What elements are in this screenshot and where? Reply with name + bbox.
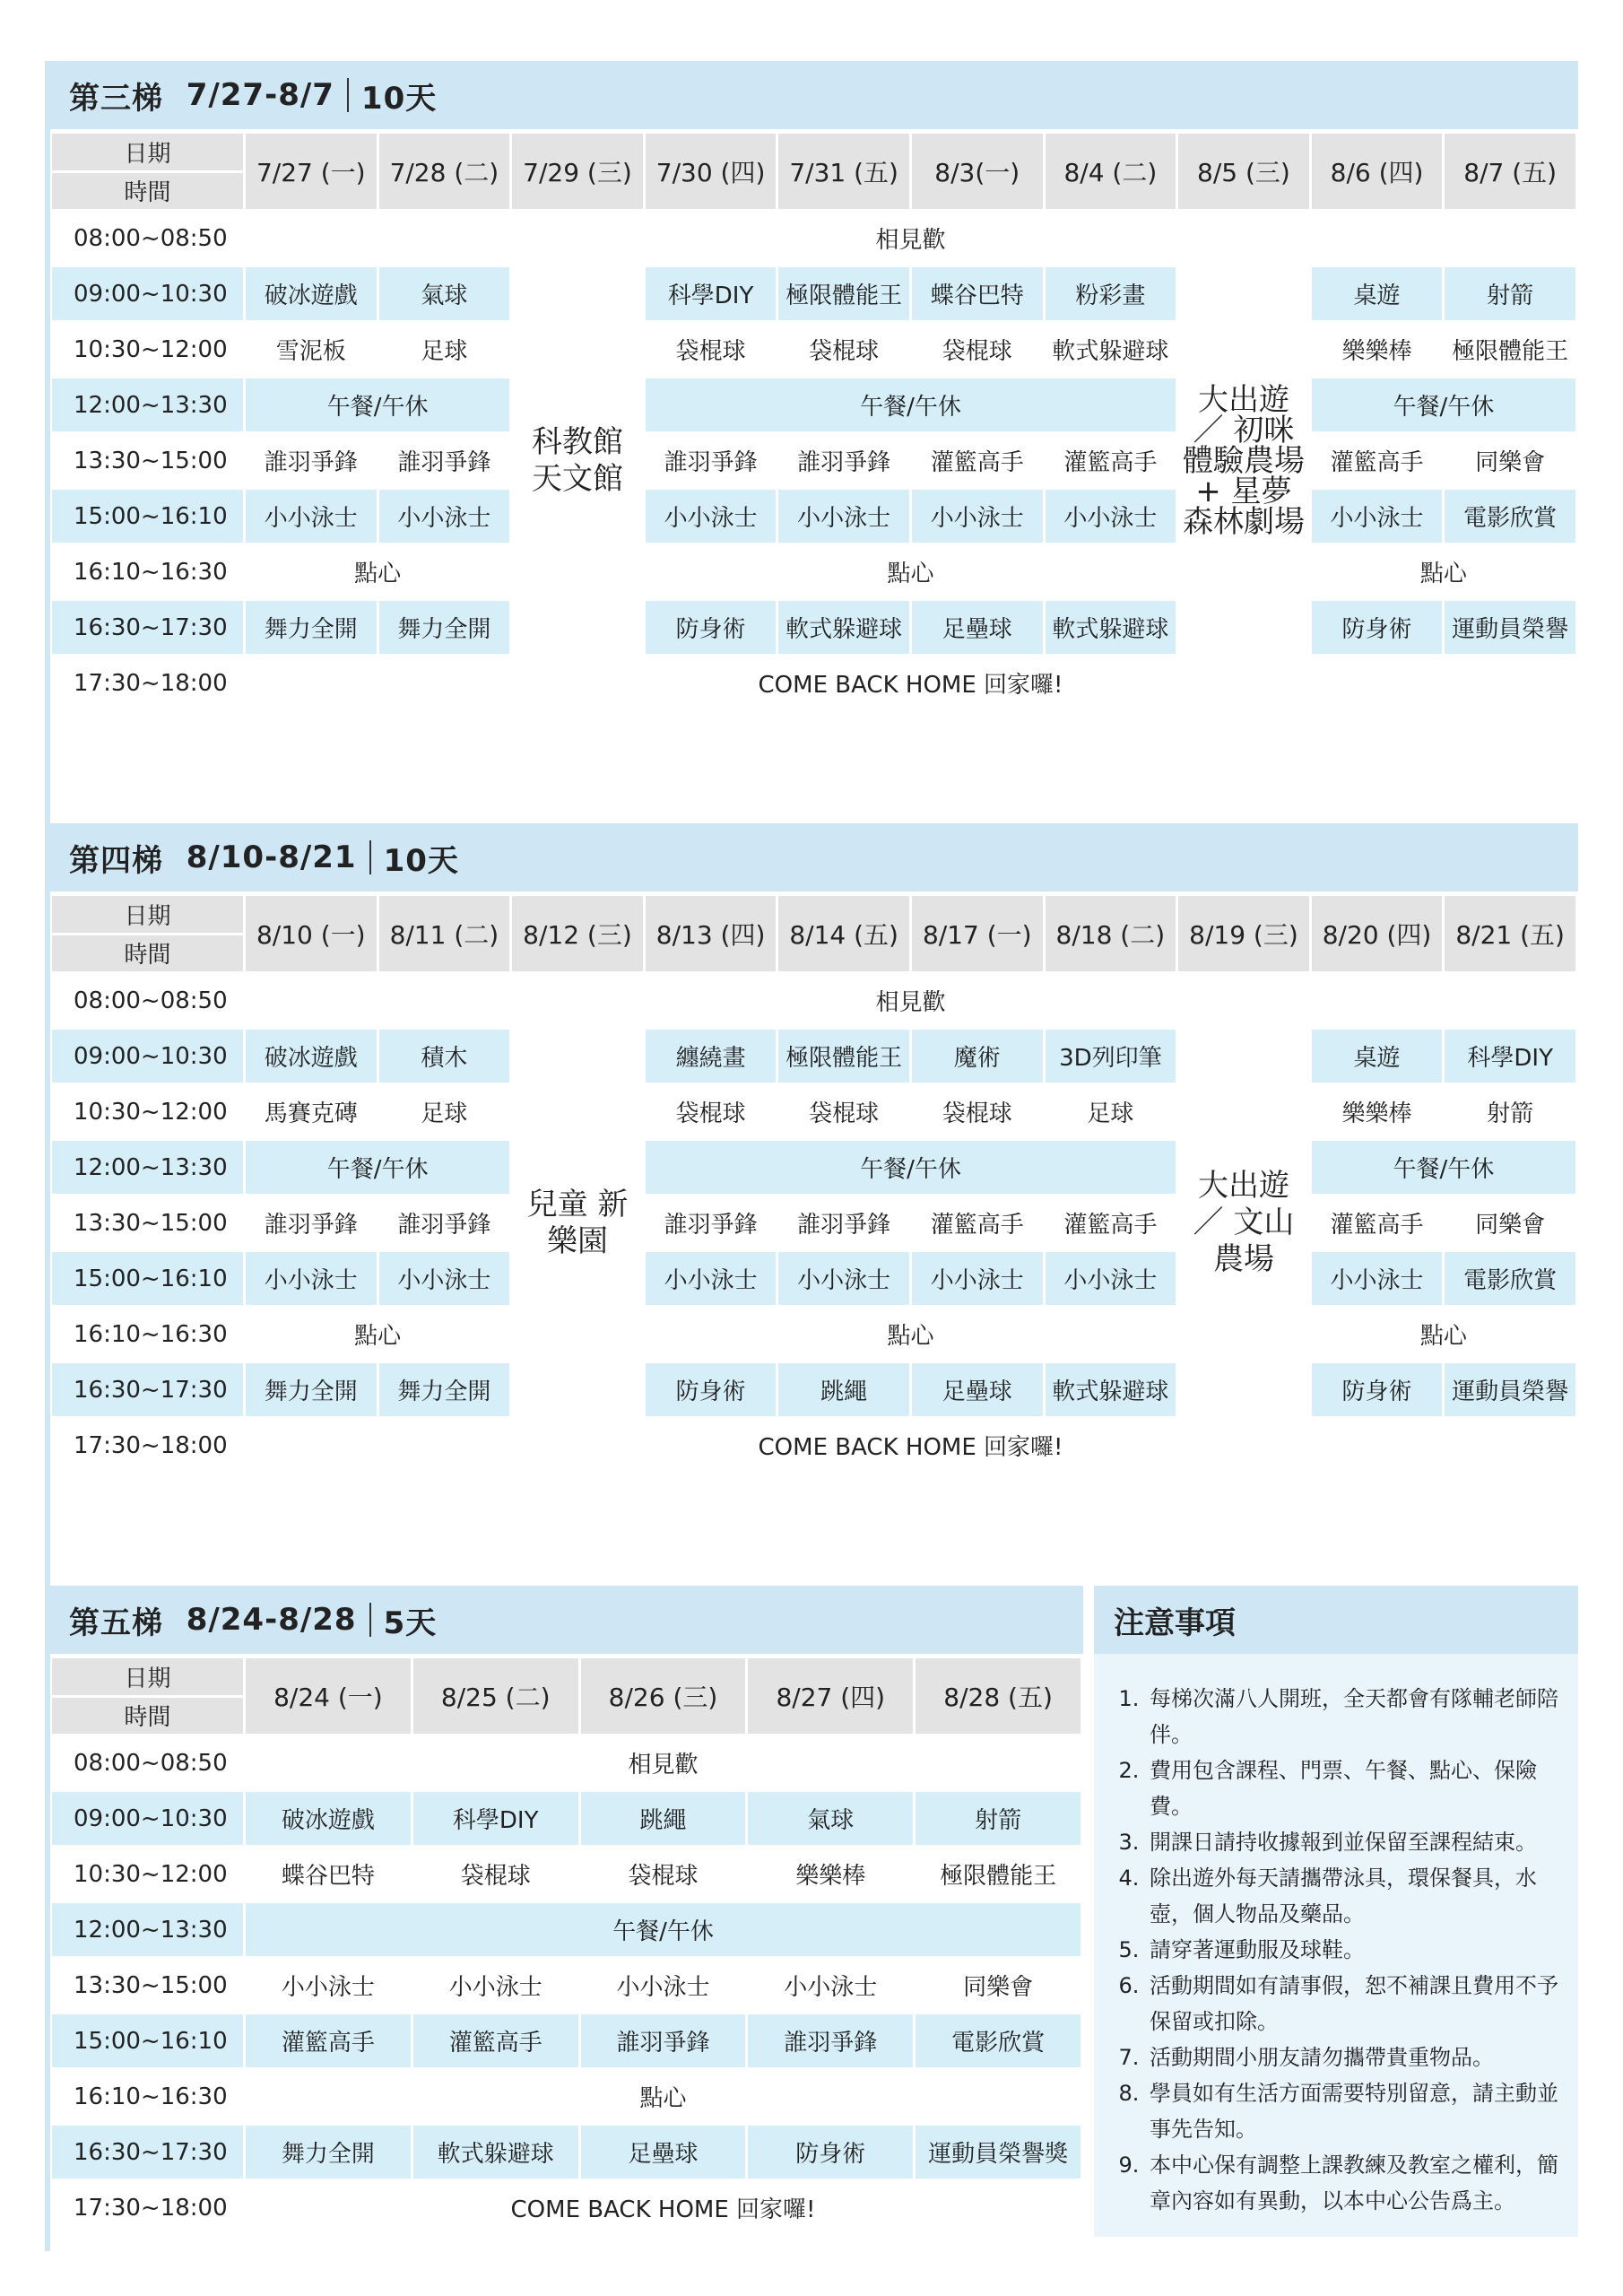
date-header: 8/4 (二) xyxy=(1046,134,1176,209)
time-cell: 16:10~16:30 xyxy=(74,558,228,586)
activity-cell: 防身術 xyxy=(1312,1363,1443,1416)
activity-cell: 灌籃高手 xyxy=(1063,1212,1158,1239)
activity-cell: 小小泳士 xyxy=(379,490,510,543)
activity-cell: 同樂會 xyxy=(1475,449,1546,476)
activity-cell: 桌遊 xyxy=(1312,267,1443,320)
welcome-cell: 相見歡 xyxy=(628,1752,699,1779)
section-range: 7/27-8/7 xyxy=(186,77,334,113)
note-item: 6. 活動期間如有請事假，恕不補課且費用不予保留或扣除。 xyxy=(1146,1968,1558,2039)
activity-cell: 軟式躲避球 xyxy=(413,2126,578,2179)
date-header-row xyxy=(52,134,1575,209)
activity-cell: 袋棍球 xyxy=(675,338,746,365)
activity-cell: 誰羽爭鋒 xyxy=(797,449,891,476)
activity-cell: 蝶谷巴特 xyxy=(912,267,1043,320)
activity-cell: 小小泳士 xyxy=(778,490,909,543)
date-header-row xyxy=(52,896,1575,971)
note-item: 4. 除出遊外每天請攜帶泳具，環保餐具，水壺，個人物品及藥品。 xyxy=(1146,1860,1558,1932)
activity-cell: 袋棍球 xyxy=(942,1100,1012,1127)
notes-title: 注意事項 xyxy=(1094,1586,1578,1654)
section-4 xyxy=(49,823,1578,1474)
table-row xyxy=(52,1308,1575,1361)
activity-cell: 防身術 xyxy=(646,1363,777,1416)
section-days: 10天 xyxy=(360,80,438,117)
activity-cell: 魔術 xyxy=(912,1030,1043,1083)
activity-cell: 運動員榮譽 xyxy=(1445,1363,1575,1416)
activity-cell: 誰羽爭鋒 xyxy=(397,1212,491,1239)
activity-cell: 誰羽爭鋒 xyxy=(264,449,358,476)
note-item: 7. 活動期間小朋友請勿攜帶貴重物品。 xyxy=(1146,2039,1558,2075)
time-cell: 17:30~18:00 xyxy=(74,669,228,697)
activity-cell: 灌籃高手 xyxy=(246,2014,411,2067)
activity-cell: 誰羽爭鋒 xyxy=(581,2014,746,2067)
activity-cell: 舞力全開 xyxy=(246,1363,377,1416)
activity-cell: 桌遊 xyxy=(1312,1030,1443,1083)
home-cell: COME BACK HOME 回家囉! xyxy=(758,1434,1063,1461)
activity-cell: 氣球 xyxy=(379,267,510,320)
corner-date-label: 日期 xyxy=(52,134,243,173)
activity-cell: 足球 xyxy=(421,1100,468,1127)
activity-cell: 馬賽克磚 xyxy=(264,1100,358,1127)
activity-cell: 小小泳士 xyxy=(778,1252,909,1305)
lunch-cell: 午餐/午休 xyxy=(1312,378,1575,431)
snack-cell: 點心 xyxy=(354,1323,402,1350)
activity-cell: 小小泳士 xyxy=(646,1252,777,1305)
table-row xyxy=(52,490,1575,543)
field-trip-cell: 科教館 天文館 xyxy=(512,267,643,654)
lunch-cell: 午餐/午休 xyxy=(646,378,1176,431)
date-header-row xyxy=(52,1658,1081,1734)
section-name: 第四梯 xyxy=(69,842,163,879)
activity-cell: 小小泳士 xyxy=(784,1974,878,2001)
activity-cell: 袋棍球 xyxy=(628,1863,699,1890)
section-5 xyxy=(49,1586,1083,2237)
note-item: 5. 請穿著運動服及球鞋。 xyxy=(1146,1932,1558,1968)
table-row xyxy=(52,1196,1575,1249)
lunch-cell: 午餐/午休 xyxy=(246,1141,509,1194)
lunch-cell: 午餐/午休 xyxy=(246,1903,1081,1956)
activity-cell: 足球 xyxy=(421,338,468,365)
time-cell: 08:00~08:50 xyxy=(74,987,228,1014)
table-row xyxy=(52,1419,1575,1472)
time-cell: 13:30~15:00 xyxy=(74,1209,228,1237)
field-trip-cell: 兒童 新樂園 xyxy=(512,1030,643,1416)
activity-cell: 射箭 xyxy=(1487,1100,1534,1127)
date-header: 8/13 (四) xyxy=(646,896,777,971)
note-item: 8. 學員如有生活方面需要特別留意，請主動並事先告知。 xyxy=(1146,2075,1558,2147)
activity-cell: 運動員榮譽 xyxy=(1445,601,1575,654)
table-row xyxy=(52,267,1575,320)
activity-cell: 小小泳士 xyxy=(616,1974,710,2001)
time-cell: 10:30~12:00 xyxy=(74,1860,228,1888)
time-cell: 15:00~16:10 xyxy=(52,1252,243,1305)
activity-cell: 舞力全開 xyxy=(246,601,377,654)
activity-cell: 軟式躲避球 xyxy=(1052,338,1169,365)
activity-cell: 氣球 xyxy=(748,1792,913,1845)
activity-cell: 小小泳士 xyxy=(912,490,1043,543)
date-header: 8/26 (三) xyxy=(581,1658,746,1734)
activity-cell: 袋棍球 xyxy=(809,1100,880,1127)
table-row xyxy=(52,2181,1081,2234)
time-cell: 16:30~17:30 xyxy=(52,601,243,654)
table-row xyxy=(52,1959,1081,2012)
activity-cell: 破冰遊戲 xyxy=(246,1030,377,1083)
table-row xyxy=(52,2014,1081,2067)
table-row xyxy=(52,974,1575,1027)
activity-cell: 粉彩畫 xyxy=(1046,267,1176,320)
time-cell: 08:00~08:50 xyxy=(74,224,228,252)
activity-cell: 誰羽爭鋒 xyxy=(797,1212,891,1239)
activity-cell: 防身術 xyxy=(646,601,777,654)
date-header: 8/7 (五) xyxy=(1445,134,1575,209)
activity-cell: 舞力全開 xyxy=(379,601,510,654)
activity-cell: 小小泳士 xyxy=(246,1252,377,1305)
date-header: 7/31 (五) xyxy=(778,134,909,209)
table-row xyxy=(52,1363,1575,1416)
activity-cell: 小小泳士 xyxy=(1312,1252,1443,1305)
date-header: 8/17 (一) xyxy=(912,896,1043,971)
activity-cell: 跳繩 xyxy=(778,1363,909,1416)
activity-cell: 舞力全開 xyxy=(246,2126,411,2179)
table-row xyxy=(52,1085,1575,1138)
activity-cell: 灌籃高手 xyxy=(930,449,1024,476)
section-title xyxy=(49,1586,1083,1654)
snack-cell: 點心 xyxy=(1419,1323,1467,1350)
table-row xyxy=(52,1792,1081,1845)
corner-cell xyxy=(52,134,243,209)
activity-cell: 誰羽爭鋒 xyxy=(664,1212,758,1239)
activity-cell: 射箭 xyxy=(1445,267,1575,320)
activity-cell: 科學DIY xyxy=(1445,1030,1575,1083)
activity-cell: 極限體能王 xyxy=(1452,338,1569,365)
corner-date-label: 日期 xyxy=(52,896,243,935)
activity-cell: 灌籃高手 xyxy=(1330,1212,1424,1239)
lunch-cell: 午餐/午休 xyxy=(1312,1141,1575,1194)
lunch-cell: 午餐/午休 xyxy=(246,378,509,431)
field-trip-cell: 大出遊 ／ 文山農場 xyxy=(1178,1030,1309,1416)
date-header: 8/19 (三) xyxy=(1178,896,1309,971)
snack-cell: 點心 xyxy=(1419,561,1467,587)
time-cell: 09:00~10:30 xyxy=(52,267,243,320)
date-header: 8/24 (一) xyxy=(246,1658,411,1734)
activity-cell: 防身術 xyxy=(748,2126,913,2179)
table-row xyxy=(52,378,1575,431)
table-row xyxy=(52,1848,1081,1900)
date-header: 8/27 (四) xyxy=(748,1658,913,1734)
activity-cell: 電影欣賞 xyxy=(1445,490,1575,543)
time-cell: 16:30~17:30 xyxy=(52,1363,243,1416)
date-header: 7/28 (二) xyxy=(379,134,510,209)
section-days: 5天 xyxy=(383,1605,438,1641)
activity-cell: 足壘球 xyxy=(912,601,1043,654)
time-cell: 15:00~16:10 xyxy=(52,2014,243,2067)
time-cell: 10:30~12:00 xyxy=(74,335,228,363)
activity-cell: 足壘球 xyxy=(912,1363,1043,1416)
snack-cell: 點心 xyxy=(887,1323,934,1350)
activity-cell: 舞力全開 xyxy=(379,1363,510,1416)
activity-cell: 跳繩 xyxy=(581,1792,746,1845)
schedule-table xyxy=(49,1656,1083,2237)
corner-cell xyxy=(52,896,243,971)
activity-cell: 小小泳士 xyxy=(379,1252,510,1305)
date-header: 7/30 (四) xyxy=(646,134,777,209)
section-range: 8/10-8/21 xyxy=(186,839,357,875)
activity-cell: 小小泳士 xyxy=(646,490,777,543)
activity-cell: 樂樂棒 xyxy=(795,1863,866,1890)
activity-cell: 破冰遊戲 xyxy=(246,1792,411,1845)
activity-cell: 運動員榮譽獎 xyxy=(916,2126,1081,2179)
activity-cell: 軟式躲避球 xyxy=(1046,1363,1176,1416)
home-cell: COME BACK HOME 回家囉! xyxy=(758,672,1063,699)
time-cell: 12:00~13:30 xyxy=(52,378,243,431)
time-cell: 10:30~12:00 xyxy=(74,1098,228,1126)
snack-cell: 點心 xyxy=(639,2085,687,2112)
table-row xyxy=(52,434,1575,487)
table-row xyxy=(52,657,1575,709)
activity-cell: 樂樂棒 xyxy=(1341,338,1412,365)
date-header: 7/27 (一) xyxy=(246,134,377,209)
table-row xyxy=(52,1252,1575,1305)
activity-cell: 破冰遊戲 xyxy=(246,267,377,320)
time-cell: 13:30~15:00 xyxy=(74,1971,228,1999)
activity-cell: 3D列印筆 xyxy=(1046,1030,1176,1083)
activity-cell: 足球 xyxy=(1087,1100,1134,1127)
notes-panel xyxy=(1094,1586,1578,2237)
notes-list xyxy=(1146,1681,1558,2219)
activity-cell: 纏繞畫 xyxy=(646,1030,777,1083)
activity-cell: 灌籃高手 xyxy=(413,2014,578,2067)
welcome-cell: 相見歡 xyxy=(875,227,946,254)
table-row xyxy=(52,2126,1081,2179)
date-header: 8/14 (五) xyxy=(778,896,909,971)
schedule-table xyxy=(49,893,1578,1474)
date-header: 8/20 (四) xyxy=(1312,896,1443,971)
time-cell: 15:00~16:10 xyxy=(52,490,243,543)
table-row xyxy=(52,1903,1081,1956)
activity-cell: 小小泳士 xyxy=(1046,1252,1176,1305)
activity-cell: 誰羽爭鋒 xyxy=(264,1212,358,1239)
activity-cell: 灌籃高手 xyxy=(1330,449,1424,476)
date-header: 8/28 (五) xyxy=(916,1658,1081,1734)
activity-cell: 電影欣賞 xyxy=(1445,1252,1575,1305)
activity-cell: 誰羽爭鋒 xyxy=(664,449,758,476)
activity-cell: 小小泳士 xyxy=(448,1974,542,2001)
date-header: 8/5 (三) xyxy=(1178,134,1309,209)
activity-cell: 極限體能王 xyxy=(940,1863,1057,1890)
corner-time-label: 時間 xyxy=(124,179,171,207)
note-item: 2. 費用包含課程、門票、午餐、點心、保險費。 xyxy=(1146,1752,1558,1824)
activity-cell: 小小泳士 xyxy=(246,490,377,543)
date-header: 7/29 (三) xyxy=(512,134,643,209)
section-range: 8/24-8/28 xyxy=(186,1602,357,1638)
activity-cell: 科學DIY xyxy=(646,267,777,320)
corner-time-label: 時間 xyxy=(124,942,171,970)
time-cell: 12:00~13:30 xyxy=(52,1903,243,1956)
activity-cell: 雪泥板 xyxy=(275,338,346,365)
table-row xyxy=(52,1141,1575,1194)
activity-cell: 小小泳士 xyxy=(1046,490,1176,543)
activity-cell: 積木 xyxy=(379,1030,510,1083)
activity-cell: 袋棍球 xyxy=(675,1100,746,1127)
section-3 xyxy=(49,61,1578,712)
time-cell: 17:30~18:00 xyxy=(74,2194,228,2222)
time-cell: 16:10~16:30 xyxy=(74,2083,228,2110)
activity-cell: 極限體能王 xyxy=(778,1030,909,1083)
note-item: 3. 開課日請持收據報到並保留至課程結束。 xyxy=(1146,1824,1558,1860)
activity-cell: 同樂會 xyxy=(1475,1212,1546,1239)
lunch-cell: 午餐/午休 xyxy=(646,1141,1176,1194)
activity-cell: 射箭 xyxy=(916,1792,1081,1845)
time-cell: 09:00~10:30 xyxy=(52,1030,243,1083)
time-cell: 16:10~16:30 xyxy=(74,1320,228,1348)
table-row xyxy=(52,601,1575,654)
corner-date-label: 日期 xyxy=(52,1658,243,1698)
activity-cell: 電影欣賞 xyxy=(916,2014,1081,2067)
activity-cell: 樂樂棒 xyxy=(1341,1100,1412,1127)
snack-cell: 點心 xyxy=(354,561,402,587)
activity-cell: 灌籃高手 xyxy=(1063,449,1158,476)
date-header: 8/12 (三) xyxy=(512,896,643,971)
date-header: 8/25 (二) xyxy=(413,1658,578,1734)
corner-cell xyxy=(52,1658,243,1734)
date-header: 8/11 (二) xyxy=(379,896,510,971)
activity-cell: 誰羽爭鋒 xyxy=(748,2014,913,2067)
time-cell: 09:00~10:30 xyxy=(52,1792,243,1845)
table-row xyxy=(52,2070,1081,2123)
activity-cell: 誰羽爭鋒 xyxy=(397,449,491,476)
corner-time-label: 時間 xyxy=(124,1704,171,1732)
time-cell: 12:00~13:30 xyxy=(52,1141,243,1194)
section-title xyxy=(49,61,1578,129)
section-title xyxy=(49,823,1578,891)
date-header: 8/3(一) xyxy=(912,134,1043,209)
home-cell: COME BACK HOME 回家囉! xyxy=(510,2196,816,2223)
snack-cell: 點心 xyxy=(887,561,934,587)
activity-cell: 袋棍球 xyxy=(942,338,1012,365)
activity-cell: 袋棍球 xyxy=(809,338,880,365)
activity-cell: 科學DIY xyxy=(413,1792,578,1845)
section-name: 第五梯 xyxy=(69,1605,163,1641)
section-name: 第三梯 xyxy=(69,80,163,117)
date-header: 8/18 (二) xyxy=(1046,896,1176,971)
table-row xyxy=(52,1736,1081,1789)
table-row xyxy=(52,545,1575,598)
activity-cell: 袋棍球 xyxy=(460,1863,531,1890)
activity-cell: 小小泳士 xyxy=(1312,490,1443,543)
table-row xyxy=(52,1030,1575,1083)
welcome-cell: 相見歡 xyxy=(875,989,946,1016)
time-cell: 08:00~08:50 xyxy=(74,1749,228,1777)
activity-cell: 足壘球 xyxy=(581,2126,746,2179)
activity-cell: 同樂會 xyxy=(963,1974,1034,2001)
activity-cell: 軟式躲避球 xyxy=(1046,601,1176,654)
activity-cell: 灌籃高手 xyxy=(930,1212,1024,1239)
date-header: 8/21 (五) xyxy=(1445,896,1575,971)
schedule-table xyxy=(49,131,1578,712)
activity-cell: 蝶谷巴特 xyxy=(281,1863,375,1890)
date-header: 8/6 (四) xyxy=(1312,134,1443,209)
table-row xyxy=(52,323,1575,376)
time-cell: 17:30~18:00 xyxy=(74,1431,228,1459)
time-cell: 16:30~17:30 xyxy=(52,2126,243,2179)
note-item: 1. 每梯次滿八人開班，全天都會有隊輔老師陪伴。 xyxy=(1146,1681,1558,1752)
time-cell: 13:30~15:00 xyxy=(74,447,228,474)
activity-cell: 小小泳士 xyxy=(912,1252,1043,1305)
date-header: 8/10 (一) xyxy=(246,896,377,971)
table-row xyxy=(52,212,1575,265)
activity-cell: 極限體能王 xyxy=(778,267,909,320)
field-trip-cell: 大出遊 ／ 初咪 體驗農場 + 星夢 森林劇場 xyxy=(1178,267,1309,654)
activity-cell: 防身術 xyxy=(1312,601,1443,654)
activity-cell: 軟式躲避球 xyxy=(778,601,909,654)
note-item: 9. 本中心保有調整上課教練及教室之權利，簡章內容如有異動，以本中心公告爲主。 xyxy=(1146,2147,1558,2219)
activity-cell: 小小泳士 xyxy=(281,1974,375,2001)
section-days: 10天 xyxy=(383,842,459,879)
